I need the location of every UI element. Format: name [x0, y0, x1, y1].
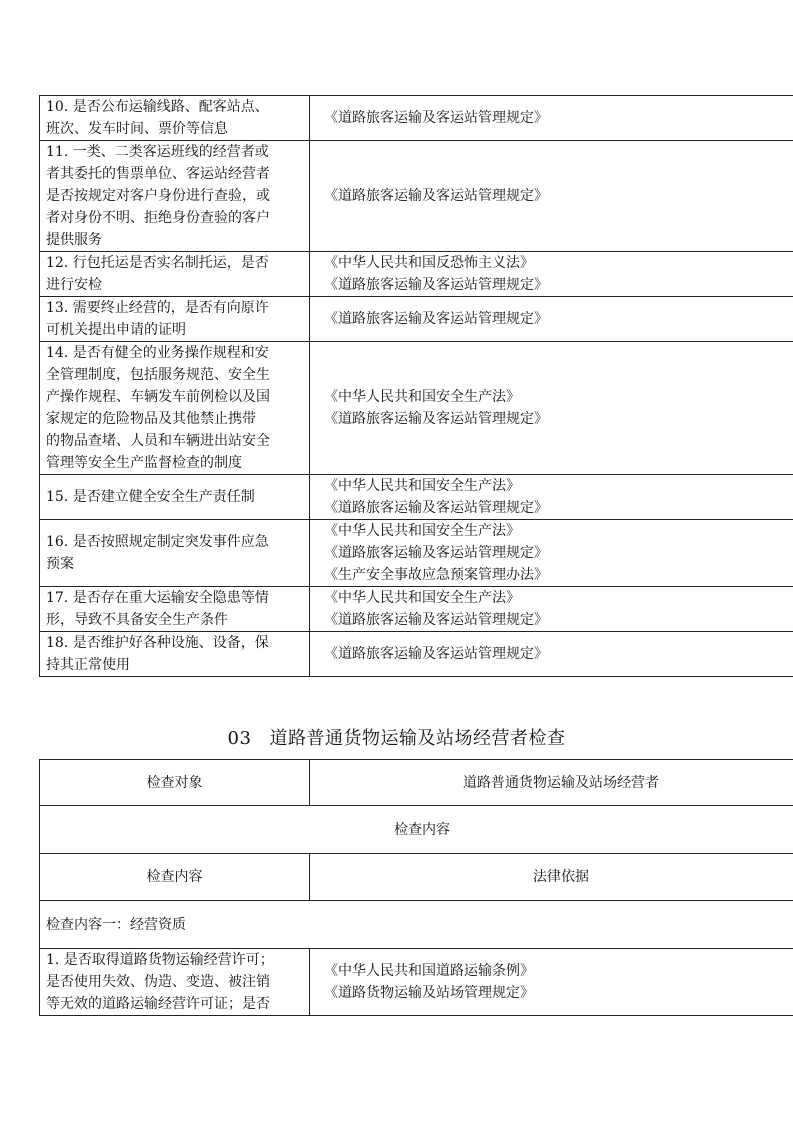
section-heading: 道路普通货物运输及站场经营者检查	[269, 728, 566, 749]
content-header-row	[40, 806, 793, 854]
inspection-item	[40, 297, 310, 342]
inspection-item	[40, 949, 310, 1016]
regulation-table-continued	[39, 95, 793, 677]
inspection-item	[40, 141, 310, 252]
inspection-item	[40, 252, 310, 297]
inspection-object-label: 检查对象	[40, 760, 310, 806]
law-line: 《中华人民共和国道路运输条例》	[324, 963, 534, 979]
inspection-item	[40, 520, 310, 587]
item-line: 管理等安全生产监督检查的制度	[46, 455, 242, 471]
law-line: 《道路旅客运输及客运站管理规定》	[324, 612, 548, 628]
column-header-row	[40, 854, 793, 901]
inspection-item	[40, 475, 310, 520]
law-line: 《道路旅客运输及客运站管理规定》	[324, 277, 548, 293]
law-line: 《中华人民共和国安全生产法》	[324, 478, 520, 494]
table-row	[40, 297, 793, 342]
inspection-item	[40, 587, 310, 632]
table-row	[40, 96, 793, 141]
law-line: 《道路旅客运输及客运站管理规定》	[324, 110, 548, 126]
item-line: 10. 是否公布运输线路、配客站点、	[46, 99, 269, 115]
law-line: 《中华人民共和国安全生产法》	[324, 389, 520, 405]
legal-basis	[310, 297, 793, 342]
item-line: 班次、发车时间、票价等信息	[46, 121, 228, 137]
law-line: 《道路旅客运输及客运站管理规定》	[324, 646, 548, 662]
item-line: 者其委托的售票单位、客运站经营者	[46, 166, 270, 182]
content-header: 检查内容	[40, 806, 793, 854]
item-line: 形，导致不具备安全生产条件	[46, 612, 228, 628]
table-row	[40, 342, 793, 475]
item-line: 15. 是否建立健全安全生产责任制	[46, 489, 255, 505]
table-row	[40, 632, 793, 677]
law-line: 《道路旅客运输及客运站管理规定》	[324, 545, 548, 561]
legal-basis	[310, 632, 793, 677]
item-line: 13. 需要终止经营的，是否有向原许	[46, 300, 269, 316]
freight-inspection-table	[39, 759, 793, 1016]
item-line: 家规定的危险物品及其他禁止携带	[46, 411, 256, 427]
table-row	[40, 520, 793, 587]
table-row	[40, 252, 793, 297]
section-title	[0, 726, 793, 752]
category-row	[40, 901, 793, 949]
legal-basis	[310, 949, 793, 1016]
table-row	[40, 141, 793, 252]
law-line: 《道路旅客运输及客运站管理规定》	[324, 500, 548, 516]
table-row	[40, 475, 793, 520]
inspection-object-value: 道路普通货物运输及站场经营者	[310, 760, 793, 806]
law-line: 《中华人民共和国安全生产法》	[324, 523, 520, 539]
item-line: 是否按规定对客户身份进行查验，或	[46, 188, 270, 204]
item-line: 提供服务	[46, 232, 102, 248]
item-line: 11. 一类、二类客运班线的经营者或	[46, 144, 269, 160]
item-line: 产操作规程、车辆发车前例检以及国	[46, 389, 270, 405]
inspection-object-row	[40, 760, 793, 806]
item-line: 可机关提出申请的证明	[46, 322, 186, 338]
item-line: 等无效的道路运输经营许可证；是否	[46, 996, 270, 1012]
legal-basis	[310, 587, 793, 632]
law-line: 《中华人民共和国反恐怖主义法》	[324, 255, 534, 271]
law-line: 《生产安全事故应急预案管理办法》	[324, 567, 548, 583]
law-line: 《中华人民共和国安全生产法》	[324, 590, 520, 606]
legal-basis	[310, 252, 793, 297]
item-line: 的物品查堵、人员和车辆进出站安全	[46, 433, 270, 449]
item-line: 18. 是否维护好各种设施、设备，保	[46, 635, 269, 651]
item-line: 是否使用失效、伪造、变造、被注销	[46, 974, 270, 990]
law-line: 《道路旅客运输及客运站管理规定》	[324, 188, 548, 204]
item-line: 预案	[46, 556, 74, 572]
section-number: 03	[227, 728, 252, 749]
item-line: 进行安检	[46, 277, 102, 293]
column-header-law: 法律依据	[310, 854, 793, 901]
legal-basis	[310, 342, 793, 475]
item-line: 1. 是否取得道路货物运输经营许可；	[46, 952, 274, 968]
law-line: 《道路货物运输及站场管理规定》	[324, 985, 534, 1001]
legal-basis	[310, 475, 793, 520]
inspection-item	[40, 632, 310, 677]
law-line: 《道路旅客运输及客运站管理规定》	[324, 311, 548, 327]
item-line: 持其正常使用	[46, 657, 130, 673]
legal-basis	[310, 96, 793, 141]
item-line: 全管理制度，包括服务规范、安全生	[46, 367, 270, 383]
table-row	[40, 587, 793, 632]
category-label: 检查内容一：经营资质	[40, 901, 793, 949]
item-line: 17. 是否存在重大运输安全隐患等情	[46, 590, 269, 606]
inspection-item	[40, 342, 310, 475]
table-row	[40, 949, 793, 1016]
legal-basis	[310, 520, 793, 587]
item-line: 者对身份不明、拒绝身份查验的客户	[46, 210, 270, 226]
column-header-content: 检查内容	[40, 854, 310, 901]
law-line: 《道路旅客运输及客运站管理规定》	[324, 411, 548, 427]
item-line: 14. 是否有健全的业务操作规程和安	[46, 345, 269, 361]
item-line: 16. 是否按照规定制定突发事件应急	[46, 534, 269, 550]
item-line: 12. 行包托运是否实名制托运，是否	[46, 255, 269, 271]
legal-basis	[310, 141, 793, 252]
inspection-item	[40, 96, 310, 141]
